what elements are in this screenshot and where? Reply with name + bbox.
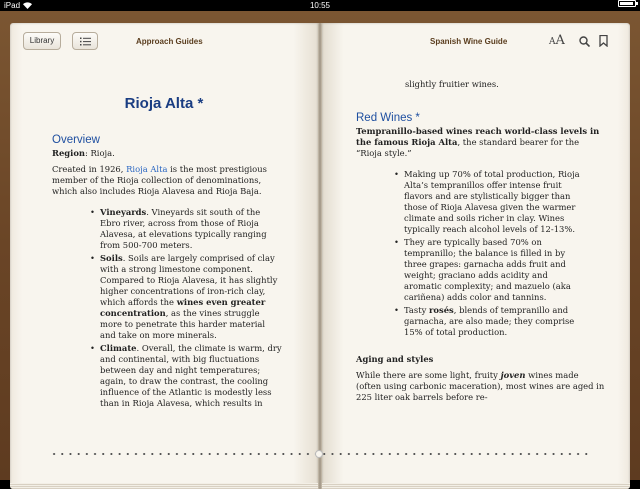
bullet-bold: wines even greater concentration (100, 297, 266, 318)
bullet-text: Making up 70% of total production, Rioja Alta’s tempranillos offer intense fruit flavors and are stylistically bigger than those of Rioja Alavesa given the warmer climate and soils richer in clay. Wines typically reach alcohol levels of 12-13%. (404, 169, 580, 234)
bullet-text: . Overall, the climate is warm, dry and continental, with big fluctuations between day and night temperatures; again, to draw the contrast, the cooling influence of the Atlantic is modestly less than in Rioja Alavesa, which results in (100, 343, 282, 408)
bullet-icon: • (90, 207, 95, 217)
list-item (90, 207, 282, 251)
list-item (394, 169, 586, 235)
device-label: iPad (4, 1, 21, 10)
bullet-text: . Soils are largely comprised of clay with a strong limestone component. Compared to Rioja Alavesa, it has slightly higher concentrations of iron-rich clay, which affords the (100, 253, 278, 307)
open-book (10, 23, 630, 489)
list-item (394, 305, 586, 338)
bullet-icon: • (394, 237, 399, 247)
running-head-left: Approach Guides (136, 37, 203, 46)
aging-paragraph (356, 370, 606, 403)
left-page-text (52, 135, 284, 409)
bullet-term: Climate (100, 343, 137, 353)
running-head-right: Spanish Wine Guide (430, 37, 508, 46)
bullet-text: Tasty (404, 305, 429, 315)
bookmark-icon[interactable] (599, 35, 608, 47)
status-time: 10:55 (309, 1, 331, 10)
bullet-icon: • (90, 343, 95, 353)
bullet-term: Vineyards (100, 207, 147, 217)
lead-bold: Tempranillo-based wines reach world-class levels in the famous Rioja Alta (356, 126, 600, 147)
lead-rest: , the standard bearer for the “Rioja style.” (356, 137, 580, 158)
book-cover (0, 11, 640, 480)
bullet-term: Soils (100, 253, 123, 263)
region-line (52, 148, 284, 159)
battery-icon (618, 0, 636, 7)
aging-heading-text: Aging and styles (356, 354, 434, 364)
table-of-contents-button[interactable] (72, 32, 98, 50)
bullet-icon: • (90, 253, 95, 263)
right-page[interactable] (322, 23, 630, 489)
aging-text: While there are some light, fruity (356, 370, 501, 380)
left-bullet-list (90, 207, 282, 409)
bullet-text: , blends of tempranillo and garnacha, are also made; they comprise 15% of total production. (404, 305, 575, 337)
carryover-text: slightly fruitier wines. (405, 79, 499, 89)
aging-italic: joven (500, 370, 526, 380)
left-page[interactable] (10, 23, 318, 489)
font-size-button[interactable]: AA (549, 33, 565, 48)
bullet-icon: • (394, 305, 399, 315)
right-bullet-list (394, 169, 586, 338)
list-item (90, 253, 282, 341)
page-title: Rioja Alta * (124, 95, 204, 112)
bullet-text: They are typically based 70% on tempranillo; the balance is filled in by three grapes: garnacha adds fruit and weight; graciano adds acidity and aromatic complexity; and mazuelo (aka cariñena) adds color and tannins. (404, 237, 571, 302)
aging-text: wines made (often using carbonic maceration), most wines are aged in 225 liter oak barrels before re- (356, 370, 605, 402)
aging-heading (356, 354, 606, 365)
library-button[interactable]: Library (23, 32, 61, 50)
page-edge (10, 483, 318, 489)
region-value: : Rioja. (85, 148, 115, 158)
right-page-text (356, 113, 606, 403)
bullet-text: . Vineyards sit south of the Ebro river, across from those of Rioja Alavesa, at elevations typically ranging from 500-700 meters. (100, 207, 267, 250)
search-icon[interactable] (579, 36, 590, 47)
page-scrubber-thumb[interactable] (315, 450, 323, 458)
lead-paragraph (356, 126, 606, 159)
bullet-icon: • (394, 169, 399, 179)
status-bar (0, 0, 640, 11)
region-label: Region (52, 148, 86, 158)
list-icon (80, 37, 91, 46)
page-edge (322, 483, 630, 489)
overview-heading: Overview (52, 134, 100, 146)
intro-text-2: is the most prestigious member of the Rioja collection of denominations, which also includes Rioja Alavesa and Rioja Baja. (52, 164, 267, 196)
bullet-text: , as the vines struggle more to penetrate this harder material and take on more minerals. (100, 308, 266, 340)
bullet-bold: rosés (429, 305, 454, 315)
list-item (90, 343, 282, 409)
intro-text-1: Created in 1926, (52, 164, 127, 174)
rioja-alta-link[interactable]: Rioja Alta (126, 164, 168, 174)
intro-paragraph (52, 164, 284, 197)
list-item (394, 237, 586, 303)
red-wines-heading: Red Wines * (356, 112, 420, 124)
status-right (618, 0, 636, 7)
